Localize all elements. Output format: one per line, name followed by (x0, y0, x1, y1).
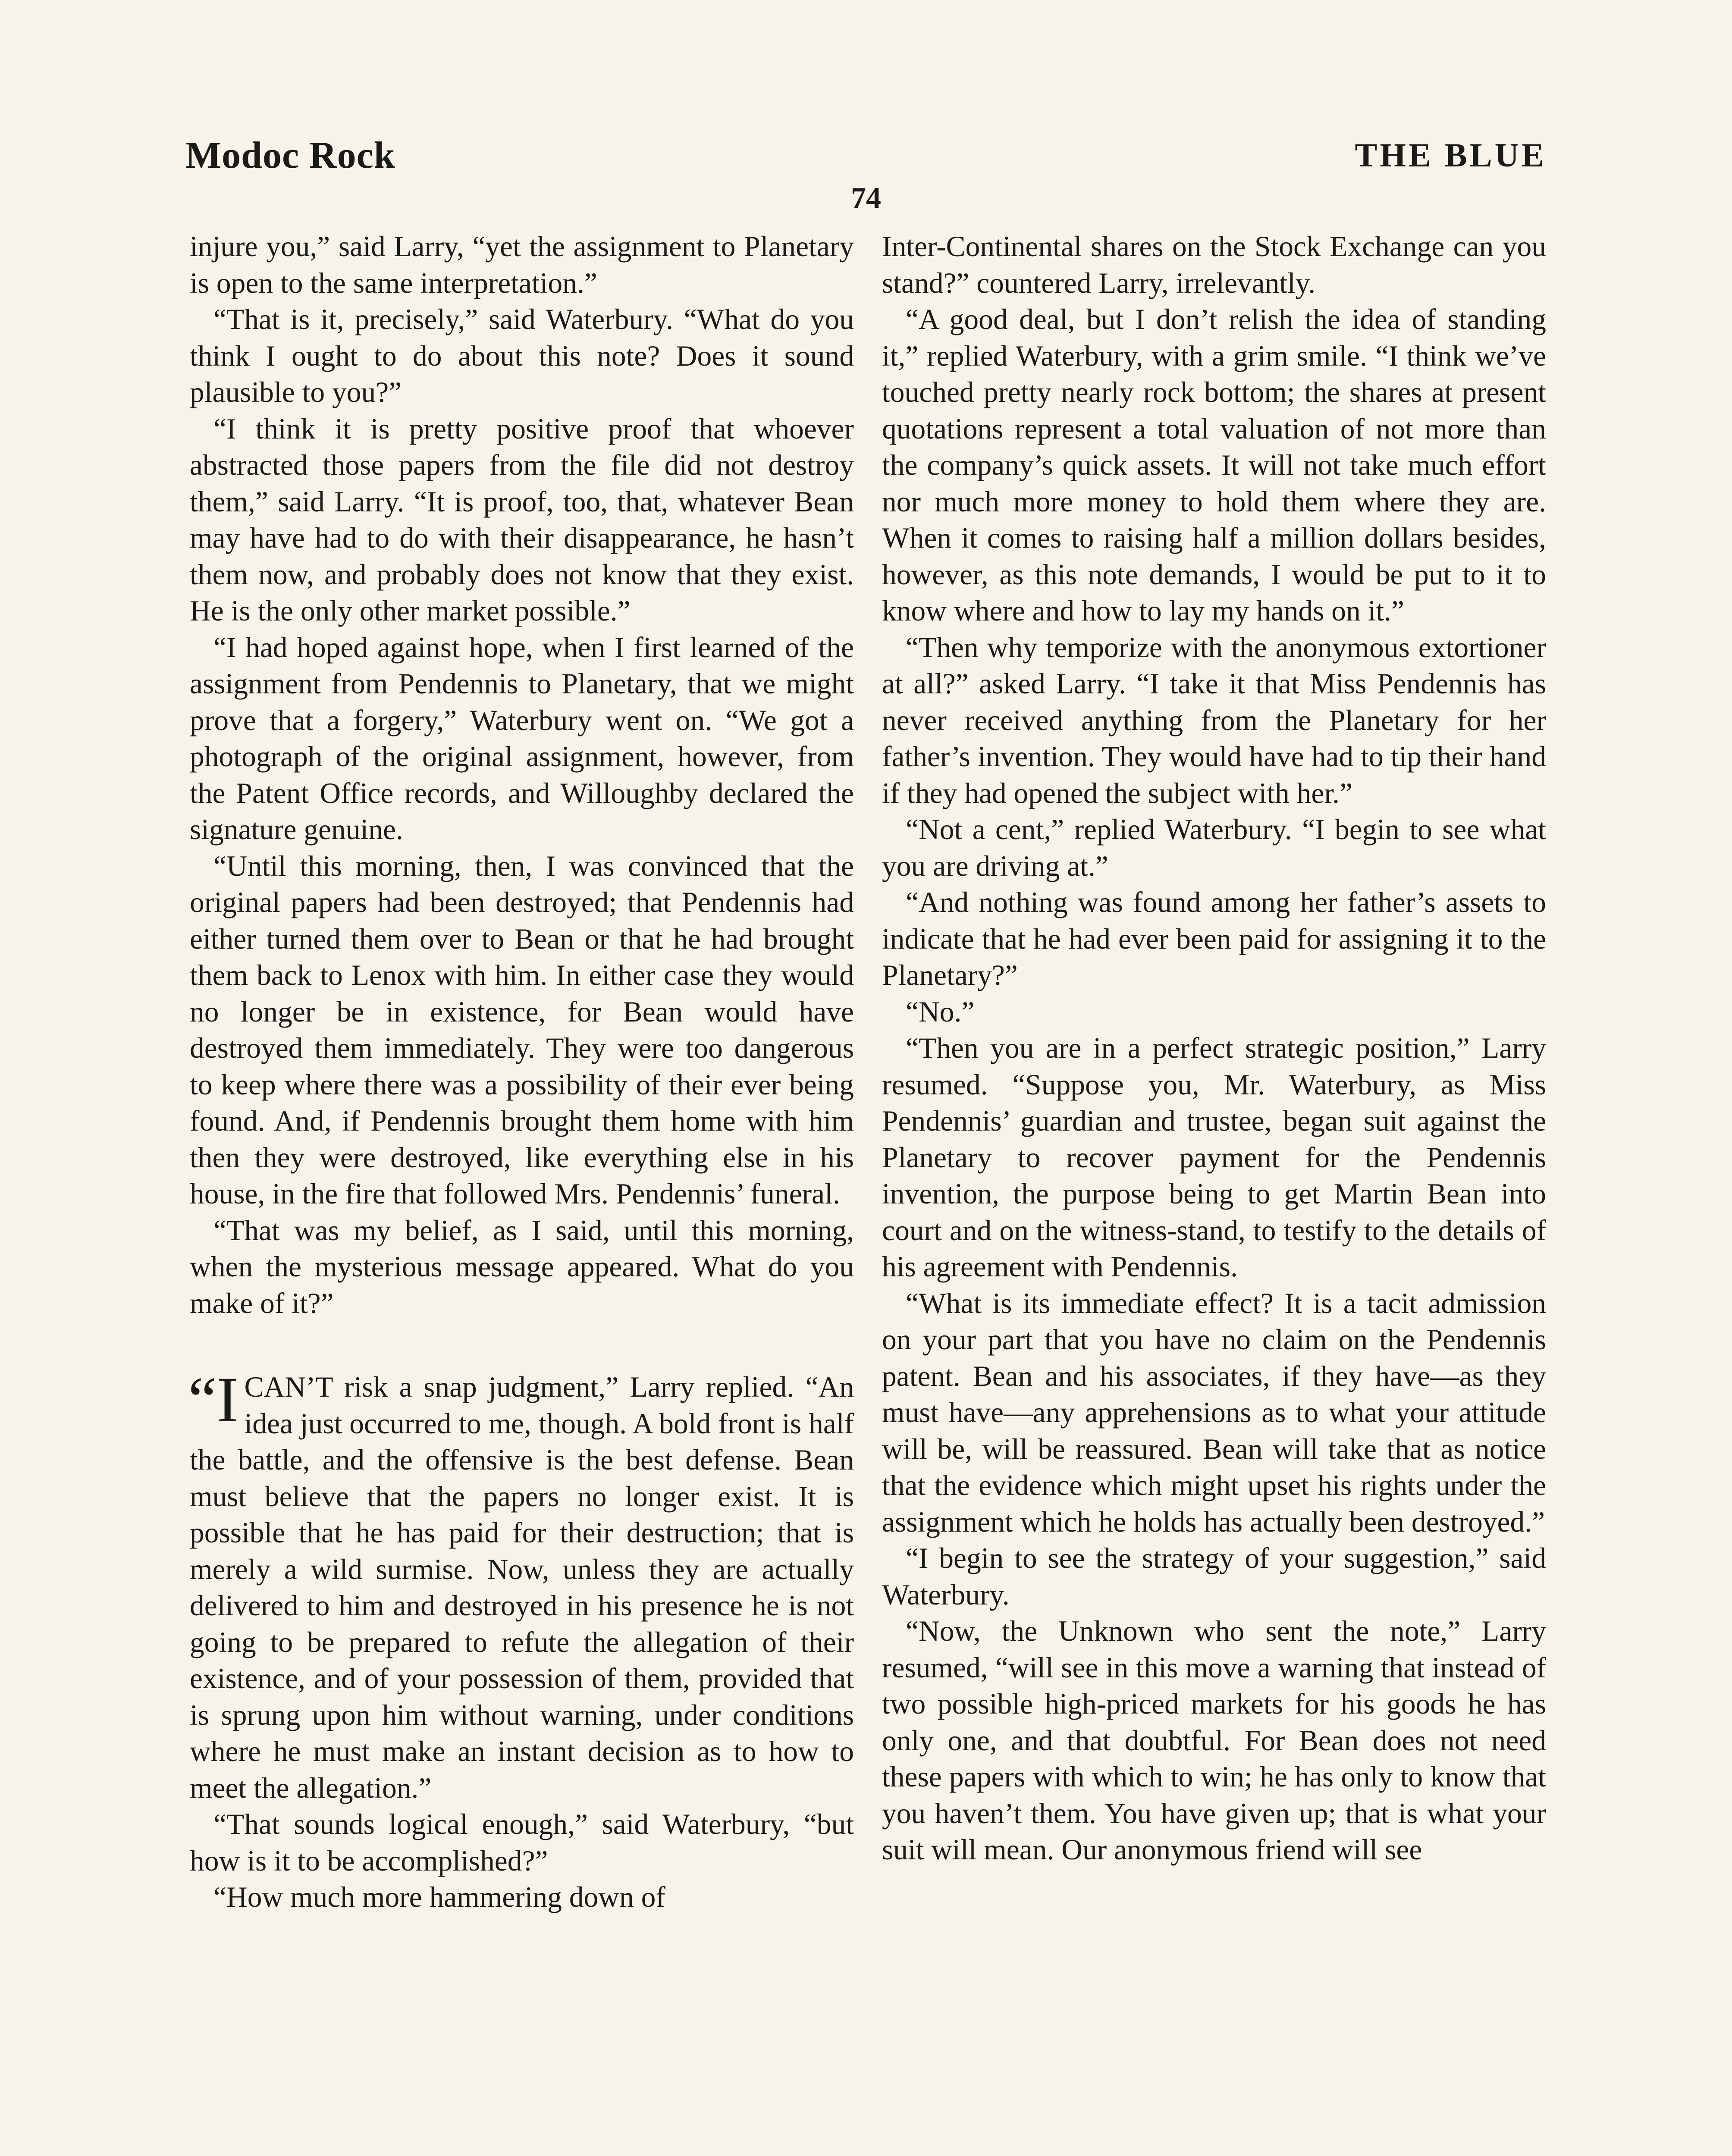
paragraph: “That sounds logical enough,” said Waterbury, “but how is it to be accomplished?” (190, 1808, 854, 1877)
paragraph: “No.” (906, 995, 975, 1028)
dropcap-paragraph (188, 1364, 854, 1806)
drop-cap (188, 1364, 238, 1435)
paragraph: “Not a cent,” replied Waterbury. “I begin to see what you are driving at.” (882, 813, 1546, 882)
paragraph: “Then you are in a perfect strategic position,” Larry resumed. “Suppose you, Mr. Waterbury, as Miss Pendennis’ guardian and trustee, began suit against the Planetary to recover payment for the Pendennis invention, the purpose being to get Martin Bean into court and on the witness-stand, to testify to the details of his agreement with Pendennis. (882, 1032, 1546, 1283)
paragraph: “Then why temporize with the anonymous extortioner at all?” asked Larry. “I take it that Miss Pendennis has never received anything from the Planetary for her father’s invention. They would have had to tip their hand if they had opened the subject with her.” (882, 631, 1546, 809)
running-header-title: Modoc Rock (185, 135, 395, 176)
paragraph: “That is it, precisely,” said Waterbury. “What do you think I ought to do about this note? Does it sound plausible to you?” (190, 303, 854, 408)
paragraph: “What is its immediate effect? It is a tacit admission on your part that you have no claim on the Pendennis patent. Bean and his associates, if they have—as they must have—any apprehensions as to what your attitude will be, will be reassured. Bean will take that as notice that the evidence which might upset his rights under the assignment which he holds has actually been destroyed.” (882, 1287, 1546, 1538)
paragraph: “How much more hammering down of (213, 1881, 665, 1913)
page-number: 74 (851, 182, 881, 215)
paragraph: Inter-Continental shares on the Stock Exchange can you stand?” countered Larry, irrelevantly. (882, 230, 1546, 299)
paragraph: “Now, the Unknown who sent the note,” Larry resumed, “will see in this move a warning that instead of two possible high-priced markets for his goods he has only one, and that doubtful. For Bean does not need these papers with which to win; he has only to know that you haven’t them. You have given up; that is what your suit will mean. Our anonymous friend will see (882, 1615, 1546, 1866)
running-header-magazine: THE BLUE (1355, 136, 1547, 174)
right-text-column (882, 229, 1546, 1868)
drop-cap-quote: “ (188, 1364, 217, 1435)
paragraph: “A good deal, but I don’t relish the idea of standing it,” replied Waterbury, with a grim smile. “I think we’ve touched pretty nearly rock bottom; the shares at present quotations represent a total valuation of not more than the company’s quick assets. It will not take much effort nor much more money to hold them where they are. When it comes to raising half a million dollars besides, however, as this note demands, I would be put to it to know where and how to lay my hands on it.” (882, 303, 1546, 627)
paragraph: “I begin to see the strategy of your suggestion,” said Waterbury. (882, 1542, 1546, 1611)
left-text-column (190, 229, 854, 1916)
paragraph: “And nothing was found among her father’s assets to indicate that he had ever been paid for assigning it to the Planetary?” (882, 886, 1546, 991)
dropcap-paragraph-text: CAN’T risk a snap judgment,” Larry replied. “An idea just occurred to me, though. A bold front is half the battle, and the offensive is the best defense. Bean must believe that the papers no longer exist. It is possible that he has paid for their destruction; that is merely a wild surmise. Now, unless they are actually delivered to him and destroyed in his presence he is not going to be prepared to refute the allegation of their existence, and of your possession of them, provided that is sprung upon him without warning, under conditions where he must make an instant decision as to how to meet the allegation.” (190, 1371, 854, 1804)
paragraph: “I had hoped against hope, when I first learned of the assignment from Pendennis to Planetary, that we might prove that a forgery,” Waterbury went on. “We got a photograph of the original assignment, however, from the Patent Office records, and Willoughby declared the signature genuine. (190, 631, 854, 846)
paragraph: injure you,” said Larry, “yet the assignment to Planetary is open to the same interpretation.” (190, 230, 854, 299)
paragraph: “That was my belief, as I said, until this morning, when the mysterious message appeared. What do you make of it?” (190, 1214, 854, 1319)
paragraph: “I think it is pretty positive proof that whoever abstracted those papers from the file did not destroy them,” said Larry. “It is proof, too, that, whatever Bean may have had to do with their disappearance, he hasn’t them now, and probably does not know that they exist. He is the only other market possible.” (190, 412, 854, 627)
paragraph: “Until this morning, then, I was convinced that the original papers had been destroyed; that Pendennis had either turned them over to Bean or that he had brought them back to Lenox with him. In either case they would no longer be in existence, for Bean would have destroyed them immediately. They were too dangerous to keep where there was a possibility of their ever being found. And, if Pendennis brought them home with him then they were destroyed, like everything else in his house, in the fire that followed Mrs. Pendennis’ funeral. (190, 849, 854, 1210)
drop-cap-letter: I (216, 1364, 238, 1435)
